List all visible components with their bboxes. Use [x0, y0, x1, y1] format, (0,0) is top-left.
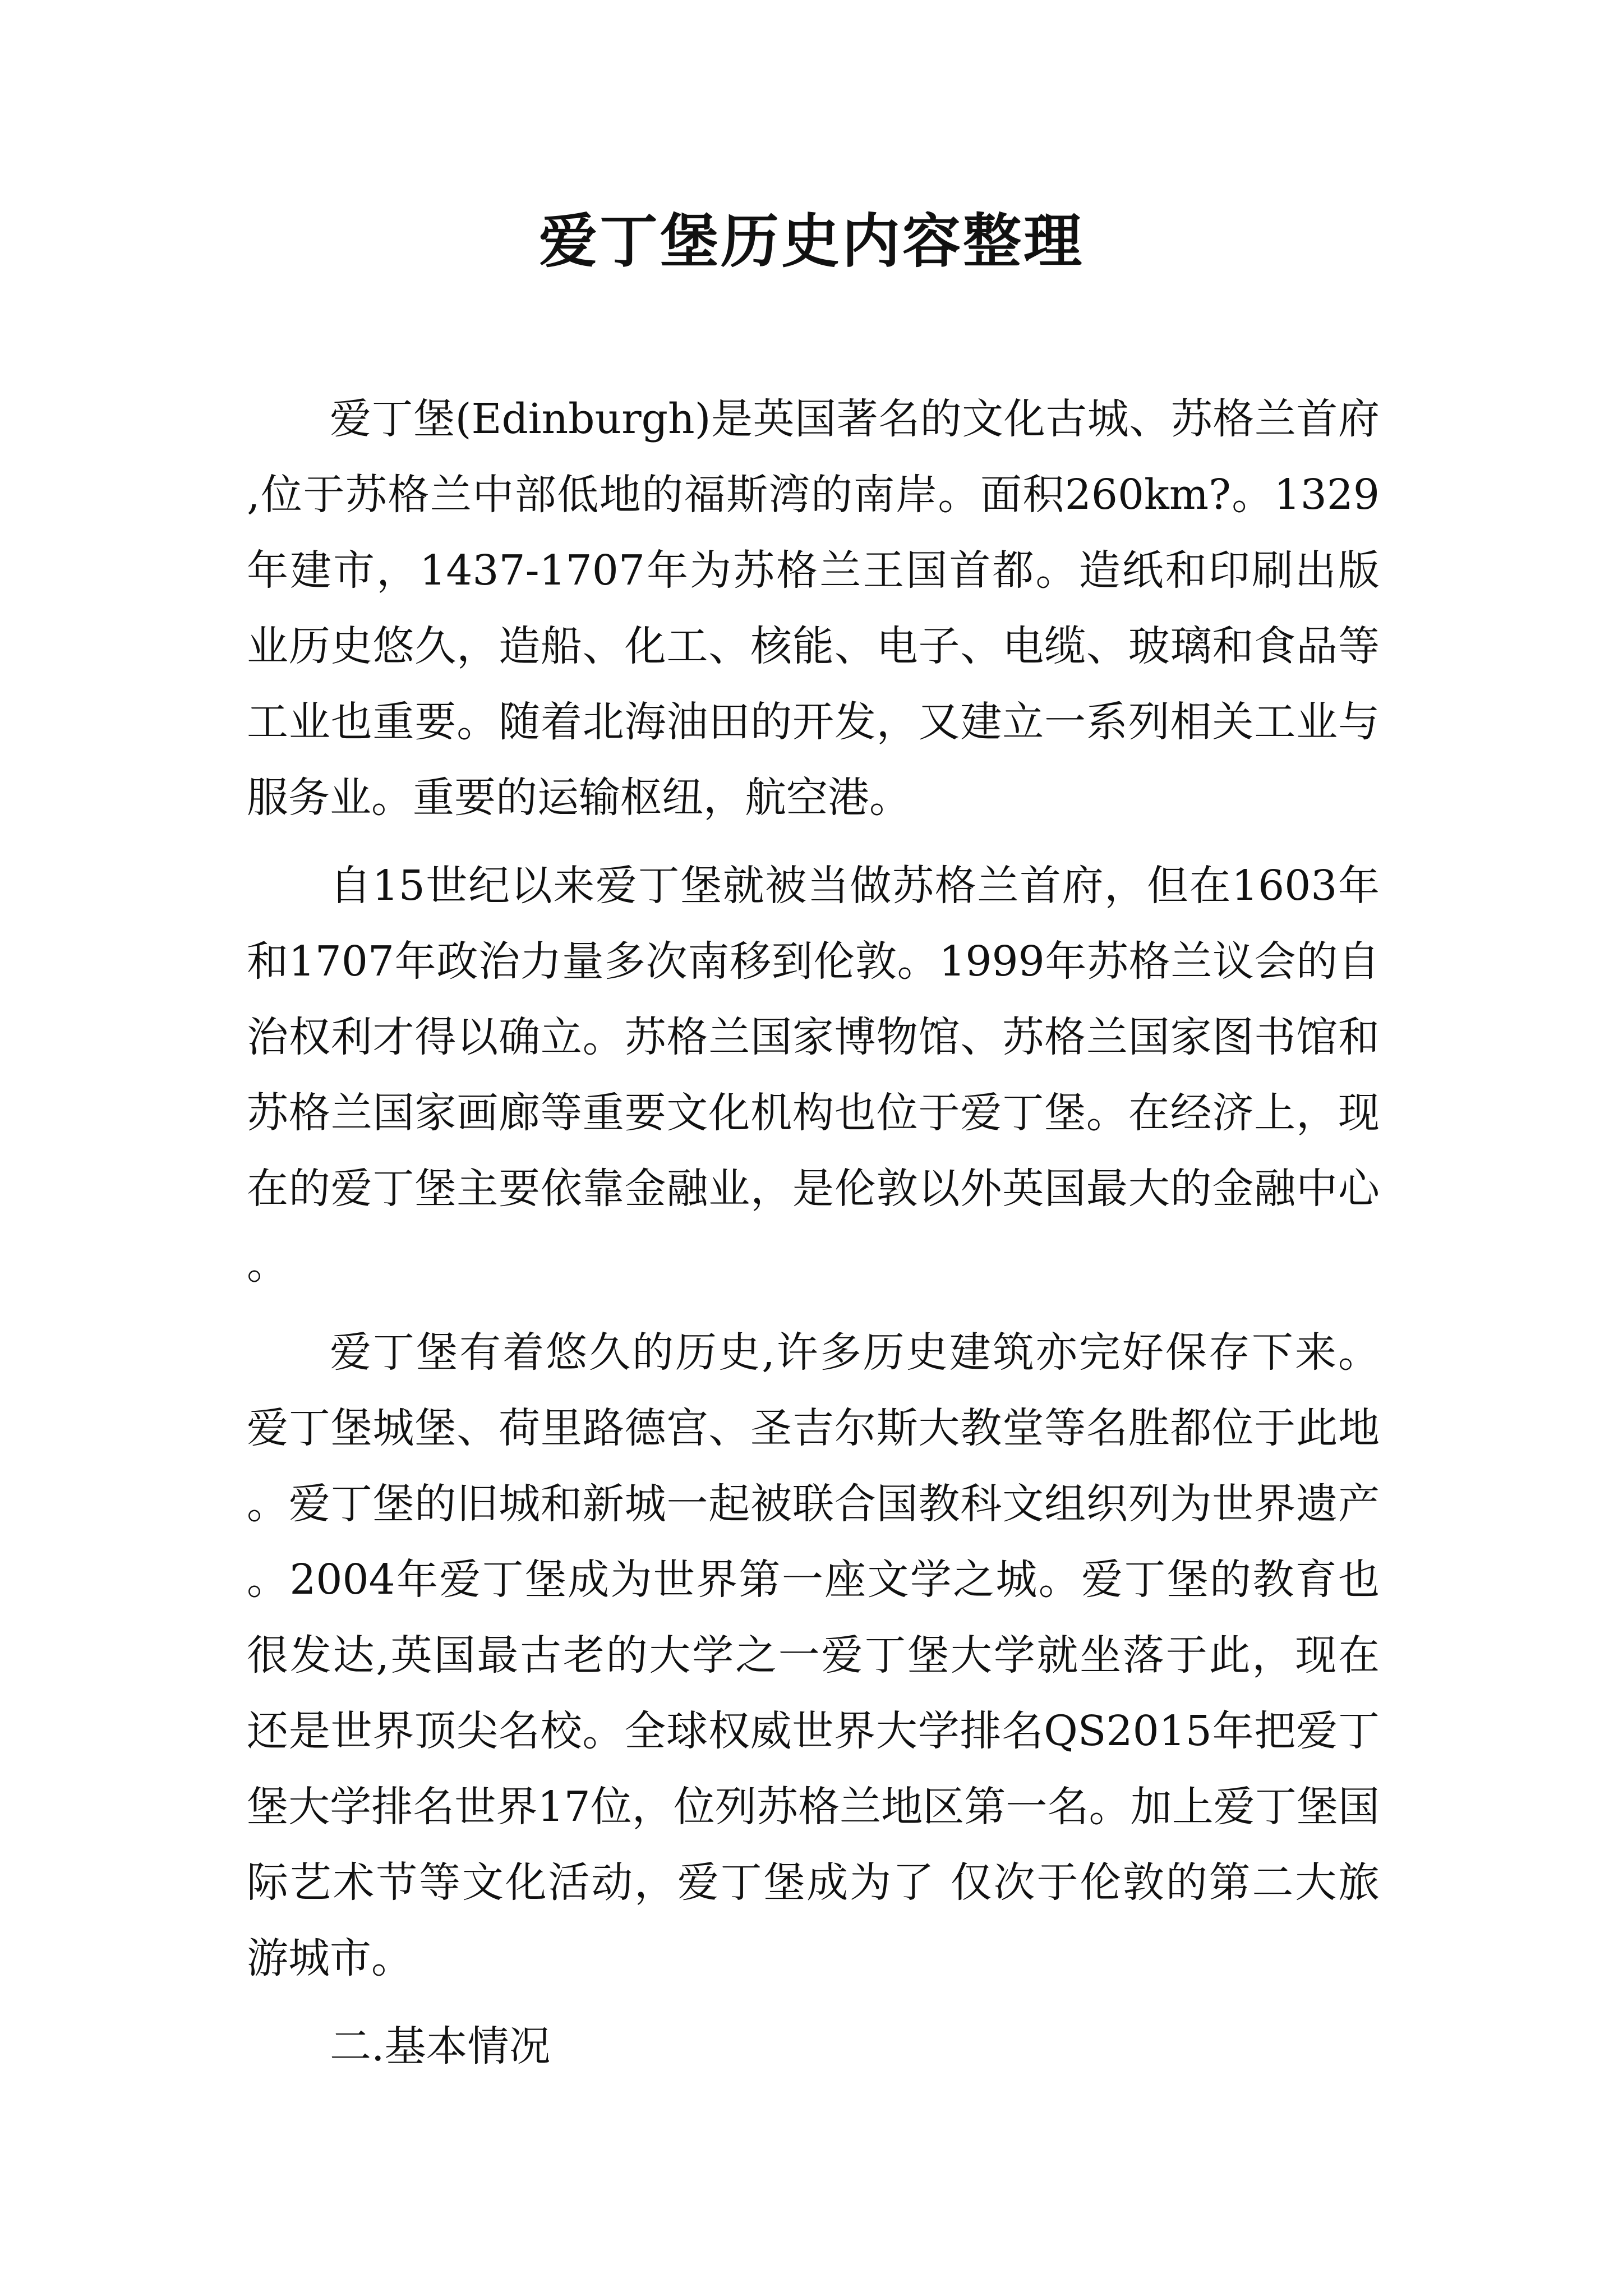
document-body	[247, 381, 1380, 2085]
section-heading-basic-info: 二.基本情况	[330, 2022, 551, 2070]
paragraph-culture-education: 爱丁堡有着悠久的历史,许多历史建筑亦完好保存下来。爱丁堡城堡、荷里路德宫、圣吉尔斯大教堂等名胜都位于此地。爱丁堡的旧城和新城一起被联合国教科文组织列为世界遗产。2004年爱丁堡成为世界第一座文学之城。爱丁堡的教育也很发达,英国最古老的大学之一爱丁堡大学就坐落于此，现在还是世界顶尖名校。全球权威世界大学排名QS2015年把爱丁堡大学排名世界17位，位列苏格兰地区第一名。加上爱丁堡国际艺术节等文化活动，爱丁堡成为了 仅次于伦敦的第二大旅游城市。	[247, 1328, 1380, 1982]
document-title: 爱丁堡历史内容整理	[538, 206, 1084, 275]
paragraph-capital-history: 自15世纪以来爱丁堡就被当做苏格兰首府，但在1603年和1707年政治力量多次南移到伦敦。1999年苏格兰议会的自治权利才得以确立。苏格兰国家博物馆、苏格兰国家图书馆和苏格兰国家画廊等重要文化机构也位于爱丁堡。在经济上，现在的爱丁堡主要依靠金融业，是伦敦以外英国最大的金融中心。	[247, 862, 1380, 1289]
paragraph-overview: 爱丁堡(Edinburgh)是英国著名的文化古城、苏格兰首府,位于苏格兰中部低地的福斯湾的南岸。面积260km?。1329年建市，1437-1707年为苏格兰王国首都。造纸和印刷出版业历史悠久，造船、化工、核能、电子、电缆、玻璃和食品等工业也重要。随着北海油田的开发，又建立一系列相关工业与服务业。重要的运输枢纽，航空港。	[247, 395, 1380, 822]
